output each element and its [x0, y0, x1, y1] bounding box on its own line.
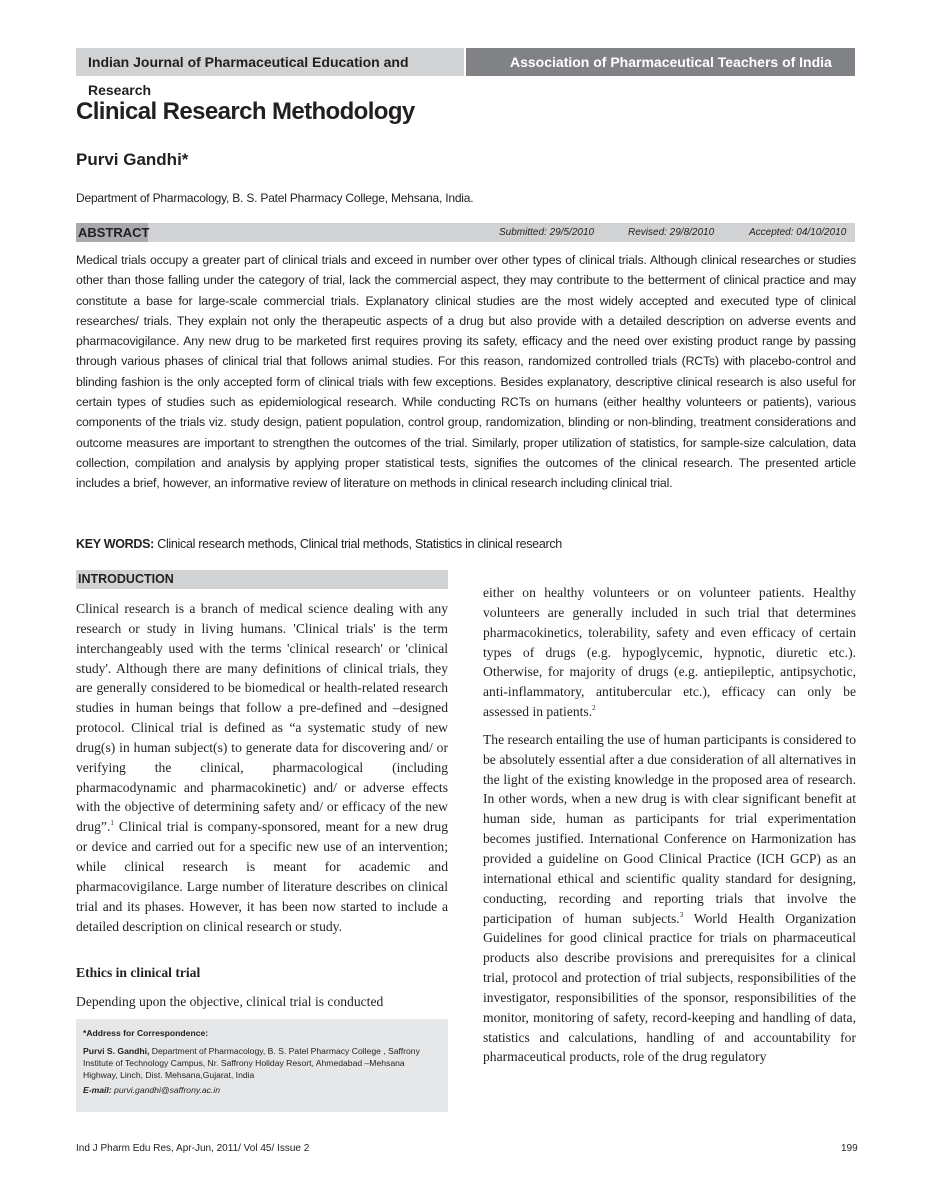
page-number: 199	[841, 1143, 858, 1154]
ref-2[interactable]: 2	[592, 704, 596, 713]
email-label: E-mail:	[83, 1085, 112, 1095]
abstract-bar	[76, 223, 855, 242]
ethics-paragraph	[76, 992, 448, 1020]
ref-3[interactable]: 3	[679, 910, 684, 919]
abstract-text: Medical trials occupy a greater part of clinical trials and exceed in number over other types of clinical trials. Although clinical researches or studies other than those falling under the category of trial, lack the commercial aspect, they may contribute to the betterment of clinical practice and may constitute a base for large-scale commercial trials. Explanatory clinical studies are the most widely accepted and executed type of clinical researches/ trials. They explain not only the therapeutic aspects of a drug but also provide with a detailed description on adverse events and pharmacovigilance. Any new drug to be marketed first requires proving its safety, efficacy and the need over existing product range by passing through various phases of clinical trial that follows animal studies. For this reason, randomized controlled trials (RCTs) with placebo-control and blinding fashion is the only accepted form of clinical trials with few exceptions. Besides explanatory, descriptive clinical research is also useful for certain types of studies such as epidemiological research. While conducting RCTs on humans (either healthy volunteers or patients), various components of the trials viz. study design, patient population, control group, randomization, blinding or non-blinding, treatment considerations and outcome measures are important to strengthen the outcomes of the trial. Similarly, proper utilization of statistics, for sample-size calculation, data collection, compilation and analysis by applying proper statistical tests, signifies the outcomes of the clinical research. The presented article includes a brief, however, an informative review of literature on methods in clinical research including clinical trial.	[76, 253, 856, 491]
intro-text-a: Clinical research is a branch of medical science dealing with any research or study in living humans. 'Clinical trials' is the term interchangeably used with the terms 'clinical research' or 'clinical study'. Although there are many definitions of clinical trials, they are generally considered to be biomedical or health-related research studies in human beings that follow a pre-defined and –designed protocol. Clinical trial is defined as “a systematic study of new drug(s) in human subject(s) to generate data for discovering and/ or verifying the clinical, pharmacological (including pharmacodynamic and pharmacokinetic) and/ or adverse effects with the objective of determining safety and/ or efficacy of the new drug”.	[76, 601, 448, 835]
intro-paragraph	[76, 599, 448, 944]
intro-text-b: Clinical trial is company-sponsored, meant for a new drug or device and carried out for a specific new use of an intervention; while clinical research is meant for academic and pharmacovigilance. Large number of literature describes on clinical trial and its phases. However, it has been now started to include a detailed description on clinical research or study.	[76, 819, 448, 934]
author-affiliation: Department of Pharmacology, B. S. Patel Pharmacy College, Mehsana, India.	[76, 191, 474, 205]
association-header: Association of Pharmaceutical Teachers of India	[466, 48, 855, 76]
abstract-label: ABSTRACT	[78, 225, 150, 240]
footer-citation: Ind J Pharm Edu Res, Apr-Jun, 2011/ Vol 45/ Issue 2	[76, 1143, 310, 1154]
accepted-date: Accepted: 04/10/2010	[749, 227, 847, 238]
keywords-text: Clinical research methods, Clinical trial methods, Statistics in clinical research	[157, 537, 562, 551]
submitted-date: Submitted: 29/5/2010	[499, 227, 595, 238]
right-column	[483, 583, 856, 1075]
revised-date: Revised: 29/8/2010	[628, 227, 715, 238]
correspondence-address-text: Department of Pharmacology, B. S. Patel Pharmacy College , Saffrony Institute of Technology Campus, Nr. Saffrony Holiday Resort, Ahmedabad –Mehsana Highway, Linch, Dist. Mehsana,Gujarat, India	[83, 1046, 420, 1080]
email-link[interactable]: purvi.gandhi@saffrony.ac.in	[111, 1085, 221, 1095]
right-text-2b: World Health Organization Guidelines for good clinical practice for trials on pharmaceutical products also describe provisions and prerequisites for a clinical trial, protocol and protection of trial subjects, responsibilities of the investigator, responsibilities of the sponsor, responsibilities of the monitor, monitoring of safety, record-keeping and handling of data, statistics and calculations, handling of and accountability for pharmaceutical products, role of the drug regulatory	[483, 910, 856, 1065]
right-text-1: either on healthy volunteers or on volunteer patients. Healthy volunteers are generally included in such trial that determines pharmacokinetics, tolerability, safety and even efficacy of certain types of drugs (e.g. hypoglycemic, hypnotic, diuretic etc.). Otherwise, for majority of drugs (e.g. antiepileptic, antipsychotic, anti-inflammatory, antitubercular etc.), efficacy can only be assessed in patients.	[483, 585, 856, 720]
correspondence-address	[83, 1045, 441, 1081]
correspondence-box	[76, 1019, 448, 1112]
correspondence-heading: *Address for Correspondence:	[83, 1028, 209, 1038]
ref-1[interactable]: 1	[110, 819, 114, 828]
correspondence-name: Purvi S. Gandhi,	[83, 1046, 150, 1056]
author-name: Purvi Gandhi*	[76, 150, 189, 169]
keywords	[76, 537, 562, 551]
ethics-subheading: Ethics in clinical trial	[76, 965, 201, 980]
ethics-text: Depending upon the objective, clinical trial is conducted	[76, 994, 384, 1009]
article-title: Clinical Research Methodology	[76, 98, 415, 125]
journal-header: Indian Journal of Pharmaceutical Education and Research	[76, 48, 464, 76]
correspondence-email	[83, 1084, 441, 1096]
introduction-heading: INTRODUCTION	[76, 570, 448, 589]
keywords-label: KEY WORDS:	[76, 537, 155, 551]
right-text-2a: The research entailing the use of human participants is considered to be absolutely essential after a due consideration of all alternatives in the light of the existing knowledge in the proposed area of research. In other words, when a new drug is with clear significant benefit at human side, human as participants for trial experimentation becomes justified. International Conference on Harmonization has provided a guideline on Good Clinical Practice (ICH GCP) as an international ethical and scientific quality standard for designing, conducting, recording and reporting trials that involve the participation of human subjects.	[483, 731, 856, 926]
